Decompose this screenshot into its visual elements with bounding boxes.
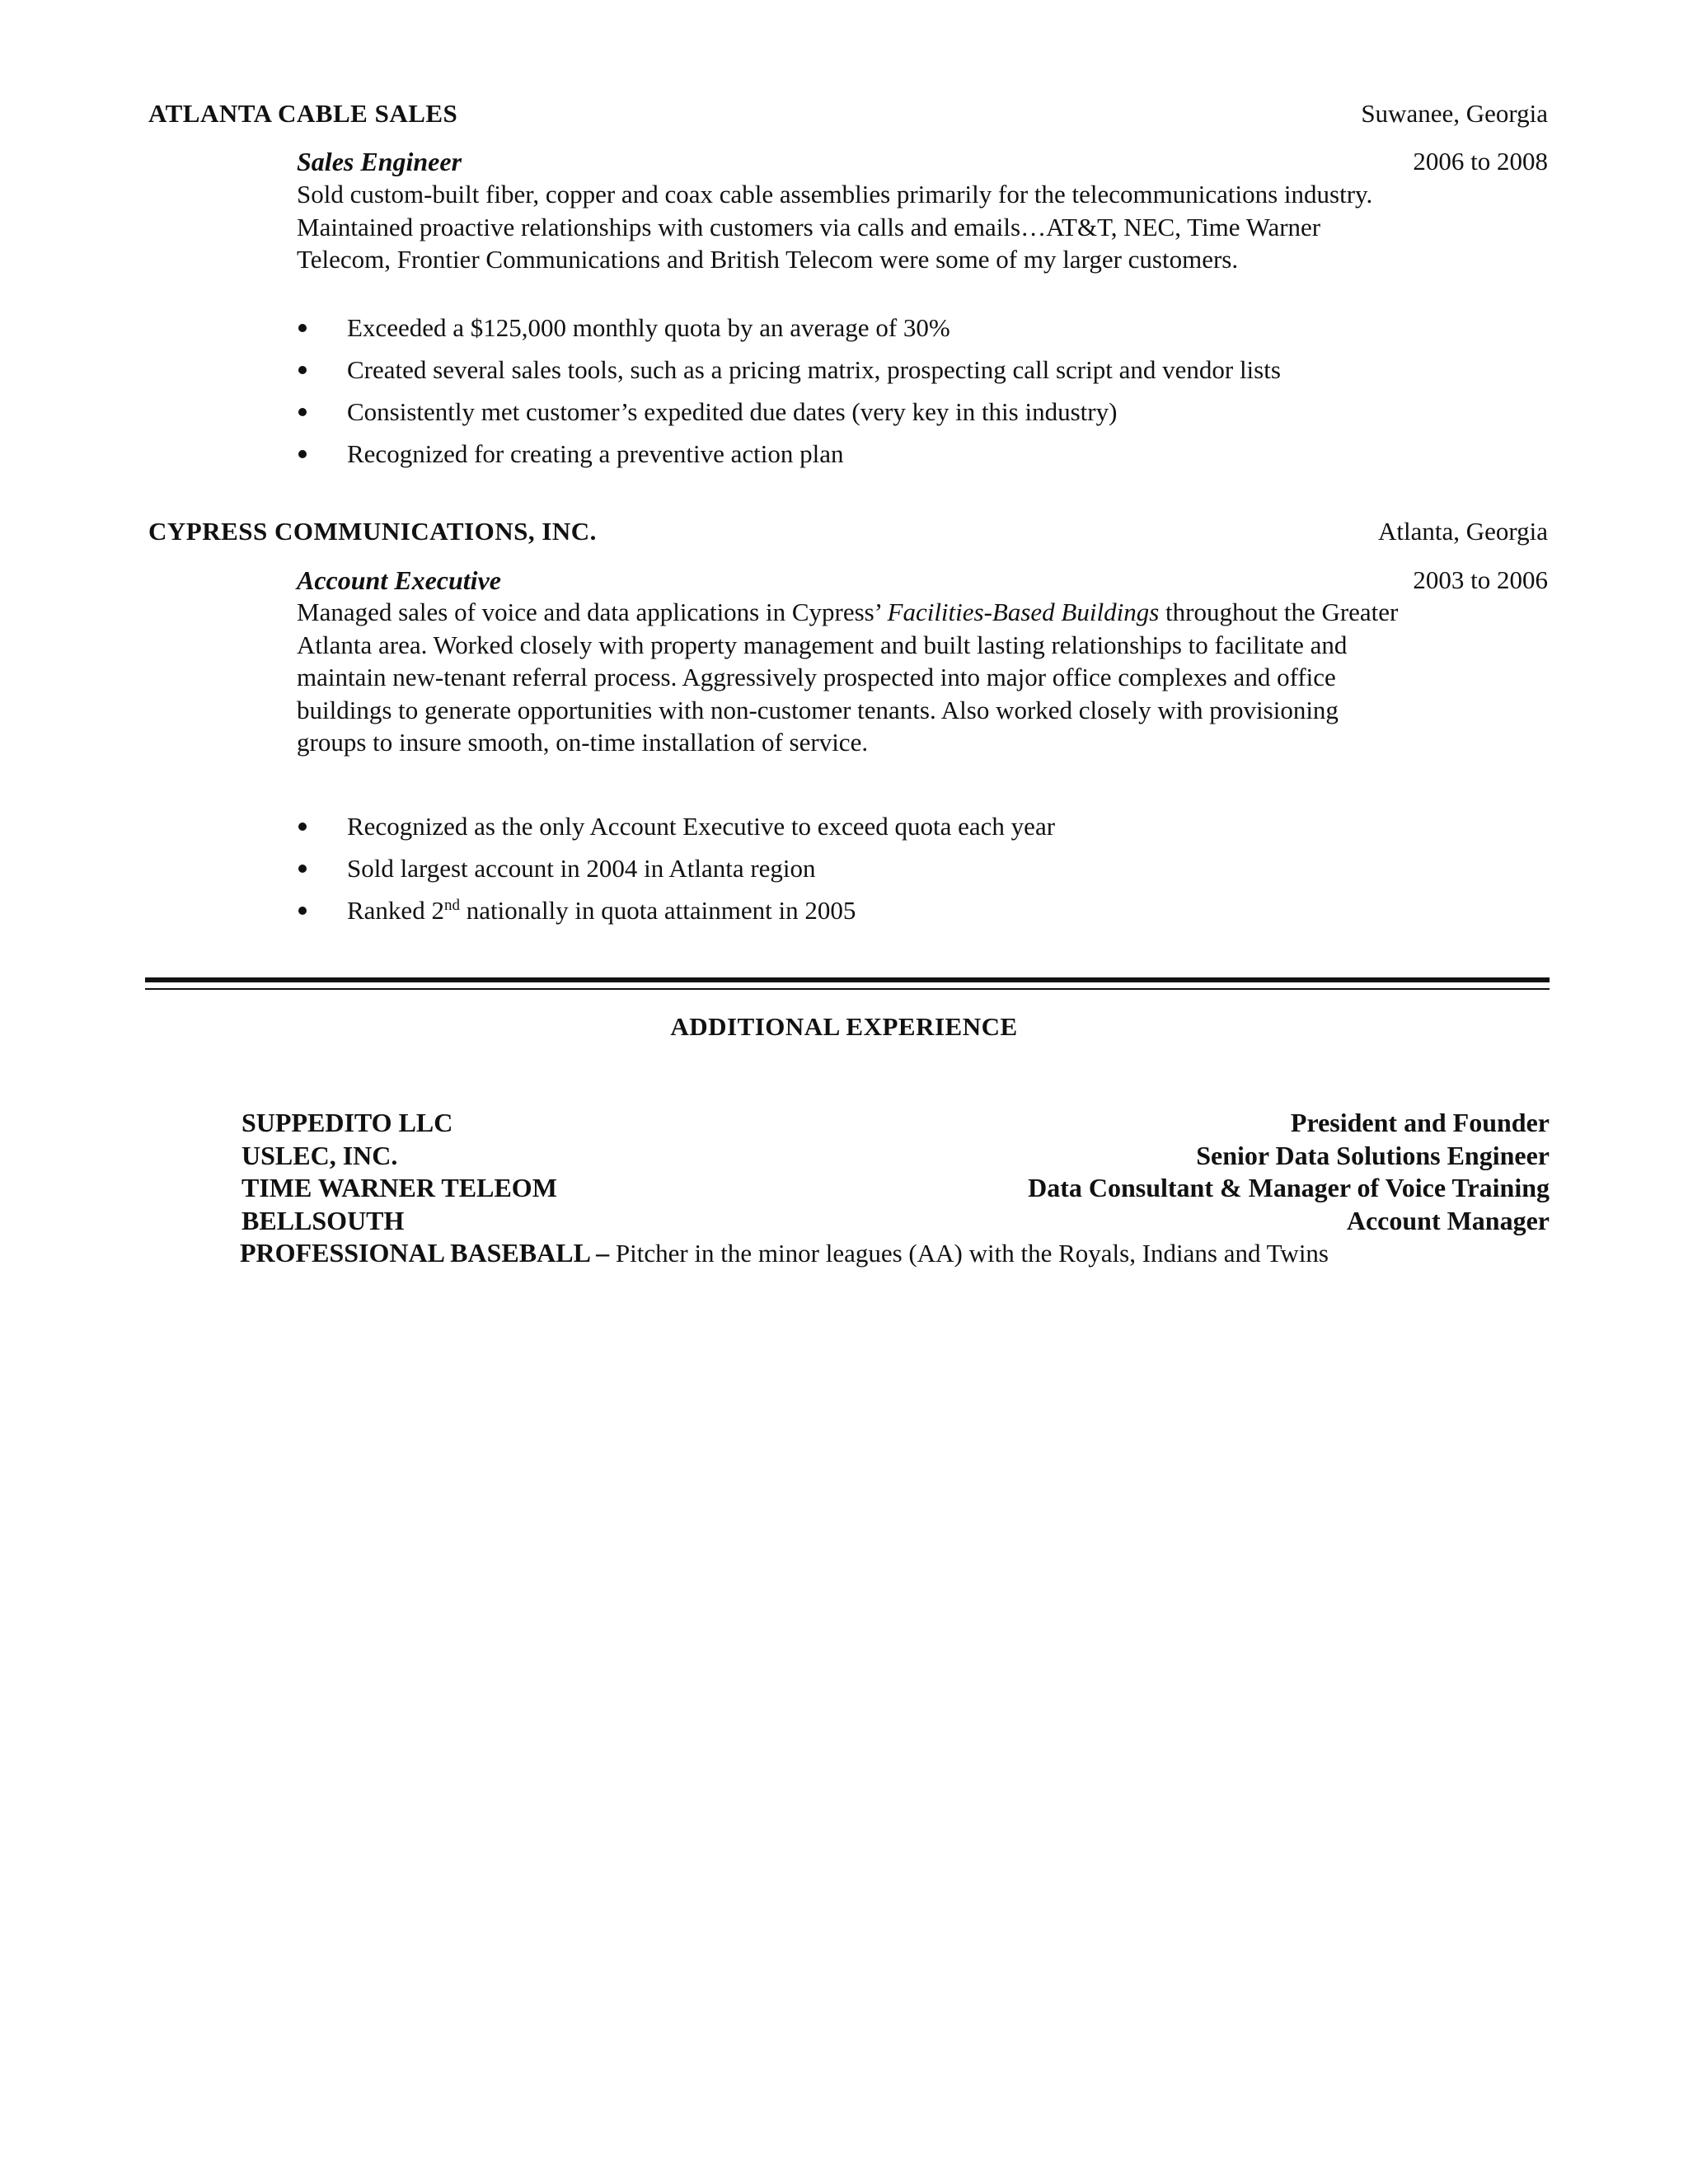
list-item [297,847,1055,889]
list-item-text: Sold largest account in 2004 in Atlanta region [347,854,816,883]
list-item-text: Exceeded a $125,000 monthly quota by an average of 30% [347,313,950,342]
additional-title: Account Manager [1346,1206,1550,1235]
list-item-text: Created several sales tools, such as a pricing matrix, prospecting call script and vendor lists [347,355,1281,384]
bullet-icon [298,865,307,873]
list-item-text [347,896,856,925]
job1-company: ATLANTA CABLE SALES [148,99,458,128]
job1-description-line: Maintained proactive relationships with customers via calls and emails…AT&T, NEC, Time Warner [297,212,1321,241]
additional-company: USLEC, INC. [241,1141,398,1170]
list-item [297,805,1055,847]
baseball-label: PROFESSIONAL BASEBALL – [240,1238,610,1268]
section-divider-thin [145,988,1550,990]
additional-company: TIME WARNER TELEOM [241,1173,557,1202]
bullet-icon [298,366,307,374]
bullet-icon [298,324,307,332]
bullet-icon [298,408,307,416]
bullet-icon [298,823,307,831]
additional-company: SUPPEDITO LLC [241,1108,453,1137]
list-item [297,349,1281,391]
job2-description-line: maintain new-tenant referral process. Aggressively prospected into major office complexes and office [297,663,1336,691]
job1-role: Sales Engineer [297,147,462,176]
ranked-text-rest: nationally in quota attainment in 2005 [459,896,856,925]
job2-description-italic: Facilities-Based Buildings [887,598,1160,626]
job2-role: Account Executive [297,565,501,595]
job2-dates: 2003 to 2006 [1413,565,1548,594]
job2-description-line: Atlanta area. Worked closely with property management and built lasting relationships to facilitate and [297,630,1348,659]
section-divider-thick [145,977,1550,982]
job1-description [297,178,1550,276]
ordinal-superscript: nd [443,897,460,914]
baseball-entry [240,1238,1329,1268]
list-item [297,889,1055,931]
job1-dates: 2006 to 2008 [1413,147,1548,176]
job1-description-line: Telecom, Frontier Communications and British Telecom were some of my larger customers. [297,245,1239,274]
job2-location: Atlanta, Georgia [1377,517,1548,546]
bullet-icon [298,450,307,458]
list-item-text: Recognized for creating a preventive action plan [347,439,844,468]
additional-title: Data Consultant & Manager of Voice Training [1028,1173,1550,1202]
job2-description-text: Managed sales of voice and data applications in Cypress’ [297,598,888,626]
baseball-description: Pitcher in the minor leagues (AA) with the Royals, Indians and Twins [609,1239,1329,1268]
list-item [297,433,1281,475]
additional-title: President and Founder [1290,1108,1550,1137]
additional-experience-heading: ADDITIONAL EXPERIENCE [670,1012,1018,1041]
list-item-text: Recognized as the only Account Executive to exceed quota each year [347,812,1056,841]
job2-description-line [297,596,1550,629]
job2-description-line: groups to insure smooth, on-time installation of service. [297,728,869,757]
list-item-text: Consistently met customer’s expedited due dates (very key in this industry) [347,397,1118,426]
bullet-icon [298,907,307,915]
job1-location: Suwanee, Georgia [1361,99,1548,128]
job1-description-line: Sold custom-built fiber, copper and coax cable assemblies primarily for the telecommunications industry. [297,180,1373,209]
job2-description [297,596,1550,759]
list-item [297,391,1281,433]
list-item [297,307,1281,349]
ranked-text: Ranked 2 [347,896,444,925]
additional-title: Senior Data Solutions Engineer [1196,1141,1550,1170]
job2-description-line: buildings to generate opportunities with non-customer tenants. Also worked closely with provisioning [297,695,1339,724]
job2-achievements-list [297,805,1055,931]
job1-achievements-list [297,307,1281,475]
additional-company: BELLSOUTH [241,1206,405,1235]
job2-company: CYPRESS COMMUNICATIONS, INC. [148,517,597,546]
job2-description-text: throughout the Greater [1159,598,1399,626]
